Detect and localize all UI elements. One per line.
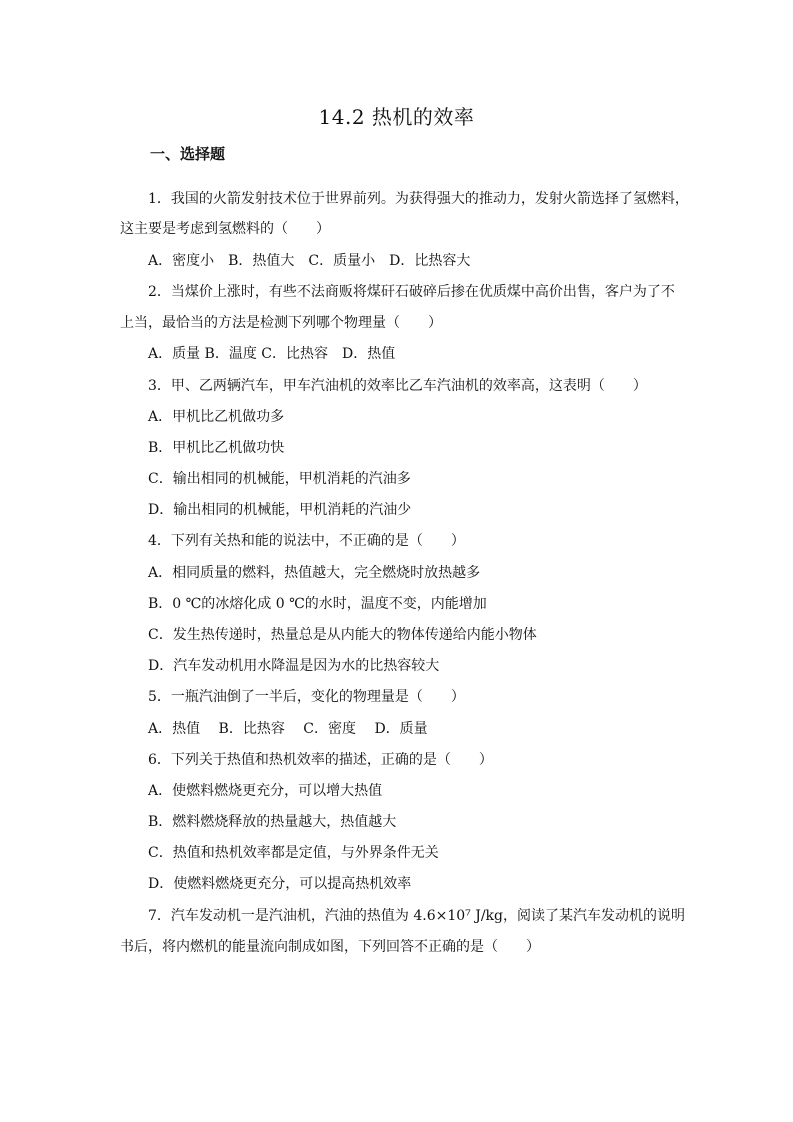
question-2-stem-line-1: 2．当煤价上涨时，有些不法商贩将煤矸石破碎后掺在优质煤中高价出售，客户为了不 (148, 284, 675, 300)
question-6-option-b: B．燃料燃烧释放的热量越大，热值越大 (148, 814, 397, 830)
question-4-option-c: C．发生热传递时，热量总是从内能大的物体传递给内能小物体 (148, 627, 537, 643)
question-6-option-c: C．热值和热机效率都是定值，与外界条件无关 (148, 845, 439, 861)
question-2-options: A．质量 B．温度 C．比热容 D．热值 (148, 346, 396, 362)
question-1-stem-line-1: 1．我国的火箭发射技术位于世界前列。为获得强大的推动力，发射火箭选择了氢燃料， (148, 191, 689, 207)
question-3-option-c: C．输出相同的机械能，甲机消耗的汽油多 (148, 471, 411, 487)
section-heading: 一、选择题 (150, 145, 226, 163)
question-6-option-a: A．使燃料燃烧更充分，可以增大热值 (148, 783, 383, 799)
question-7-stem-line-2: 书后，将内燃机的能量流向制成如图，下列回答不正确的是（ ） (120, 939, 540, 955)
question-4-option-a: A．相同质量的燃料，热值越大，完全燃烧时放热越多 (148, 565, 481, 581)
question-2-stem-line-2: 上当，最恰当的方法是检测下列哪个物理量（ ） (120, 315, 442, 331)
question-6-stem: 6．下列关于热值和热机效率的描述，正确的是（ ） (148, 752, 493, 768)
question-3-stem: 3．甲、乙两辆汽车，甲车汽油机的效率比乙车汽油机的效率高，这表明（ ） (148, 378, 647, 394)
question-1-stem-line-2: 这主要是考虑到氢燃料的（ ） (120, 221, 330, 237)
question-5-stem: 5．一瓶汽油倒了一半后，变化的物理量是（ ） (148, 689, 465, 705)
question-6-option-d: D．使燃料燃烧更充分，可以提高热机效率 (148, 876, 412, 892)
question-4-option-d: D．汽车发动机用水降温是因为水的比热容较大 (148, 658, 440, 674)
question-3-option-d: D．输出相同的机械能，甲机消耗的汽油少 (148, 502, 412, 518)
question-3-option-b: B．甲机比乙机做功快 (148, 440, 285, 456)
question-3-option-a: A．甲机比乙机做功多 (148, 409, 285, 425)
question-4-stem: 4．下列有关热和能的说法中，不正确的是（ ） (148, 533, 465, 549)
question-1-options: A．密度小 B．热值大 C．质量小 D．比热容大 (148, 253, 471, 269)
document-title: 14.2 热机的效率 (318, 105, 475, 129)
question-5-options: A．热值 B．比热容 C．密度 D．质量 (148, 721, 428, 737)
question-7-stem-line-1: 7．汽车发动机一是汽油机，汽油的热值为 4.6×10⁷ J/kg，阅读了某汽车发动机的说明 (148, 908, 686, 924)
question-4-option-b: B．0 ℃的冰熔化成 0 ℃的水时，温度不变，内能增加 (148, 596, 487, 612)
